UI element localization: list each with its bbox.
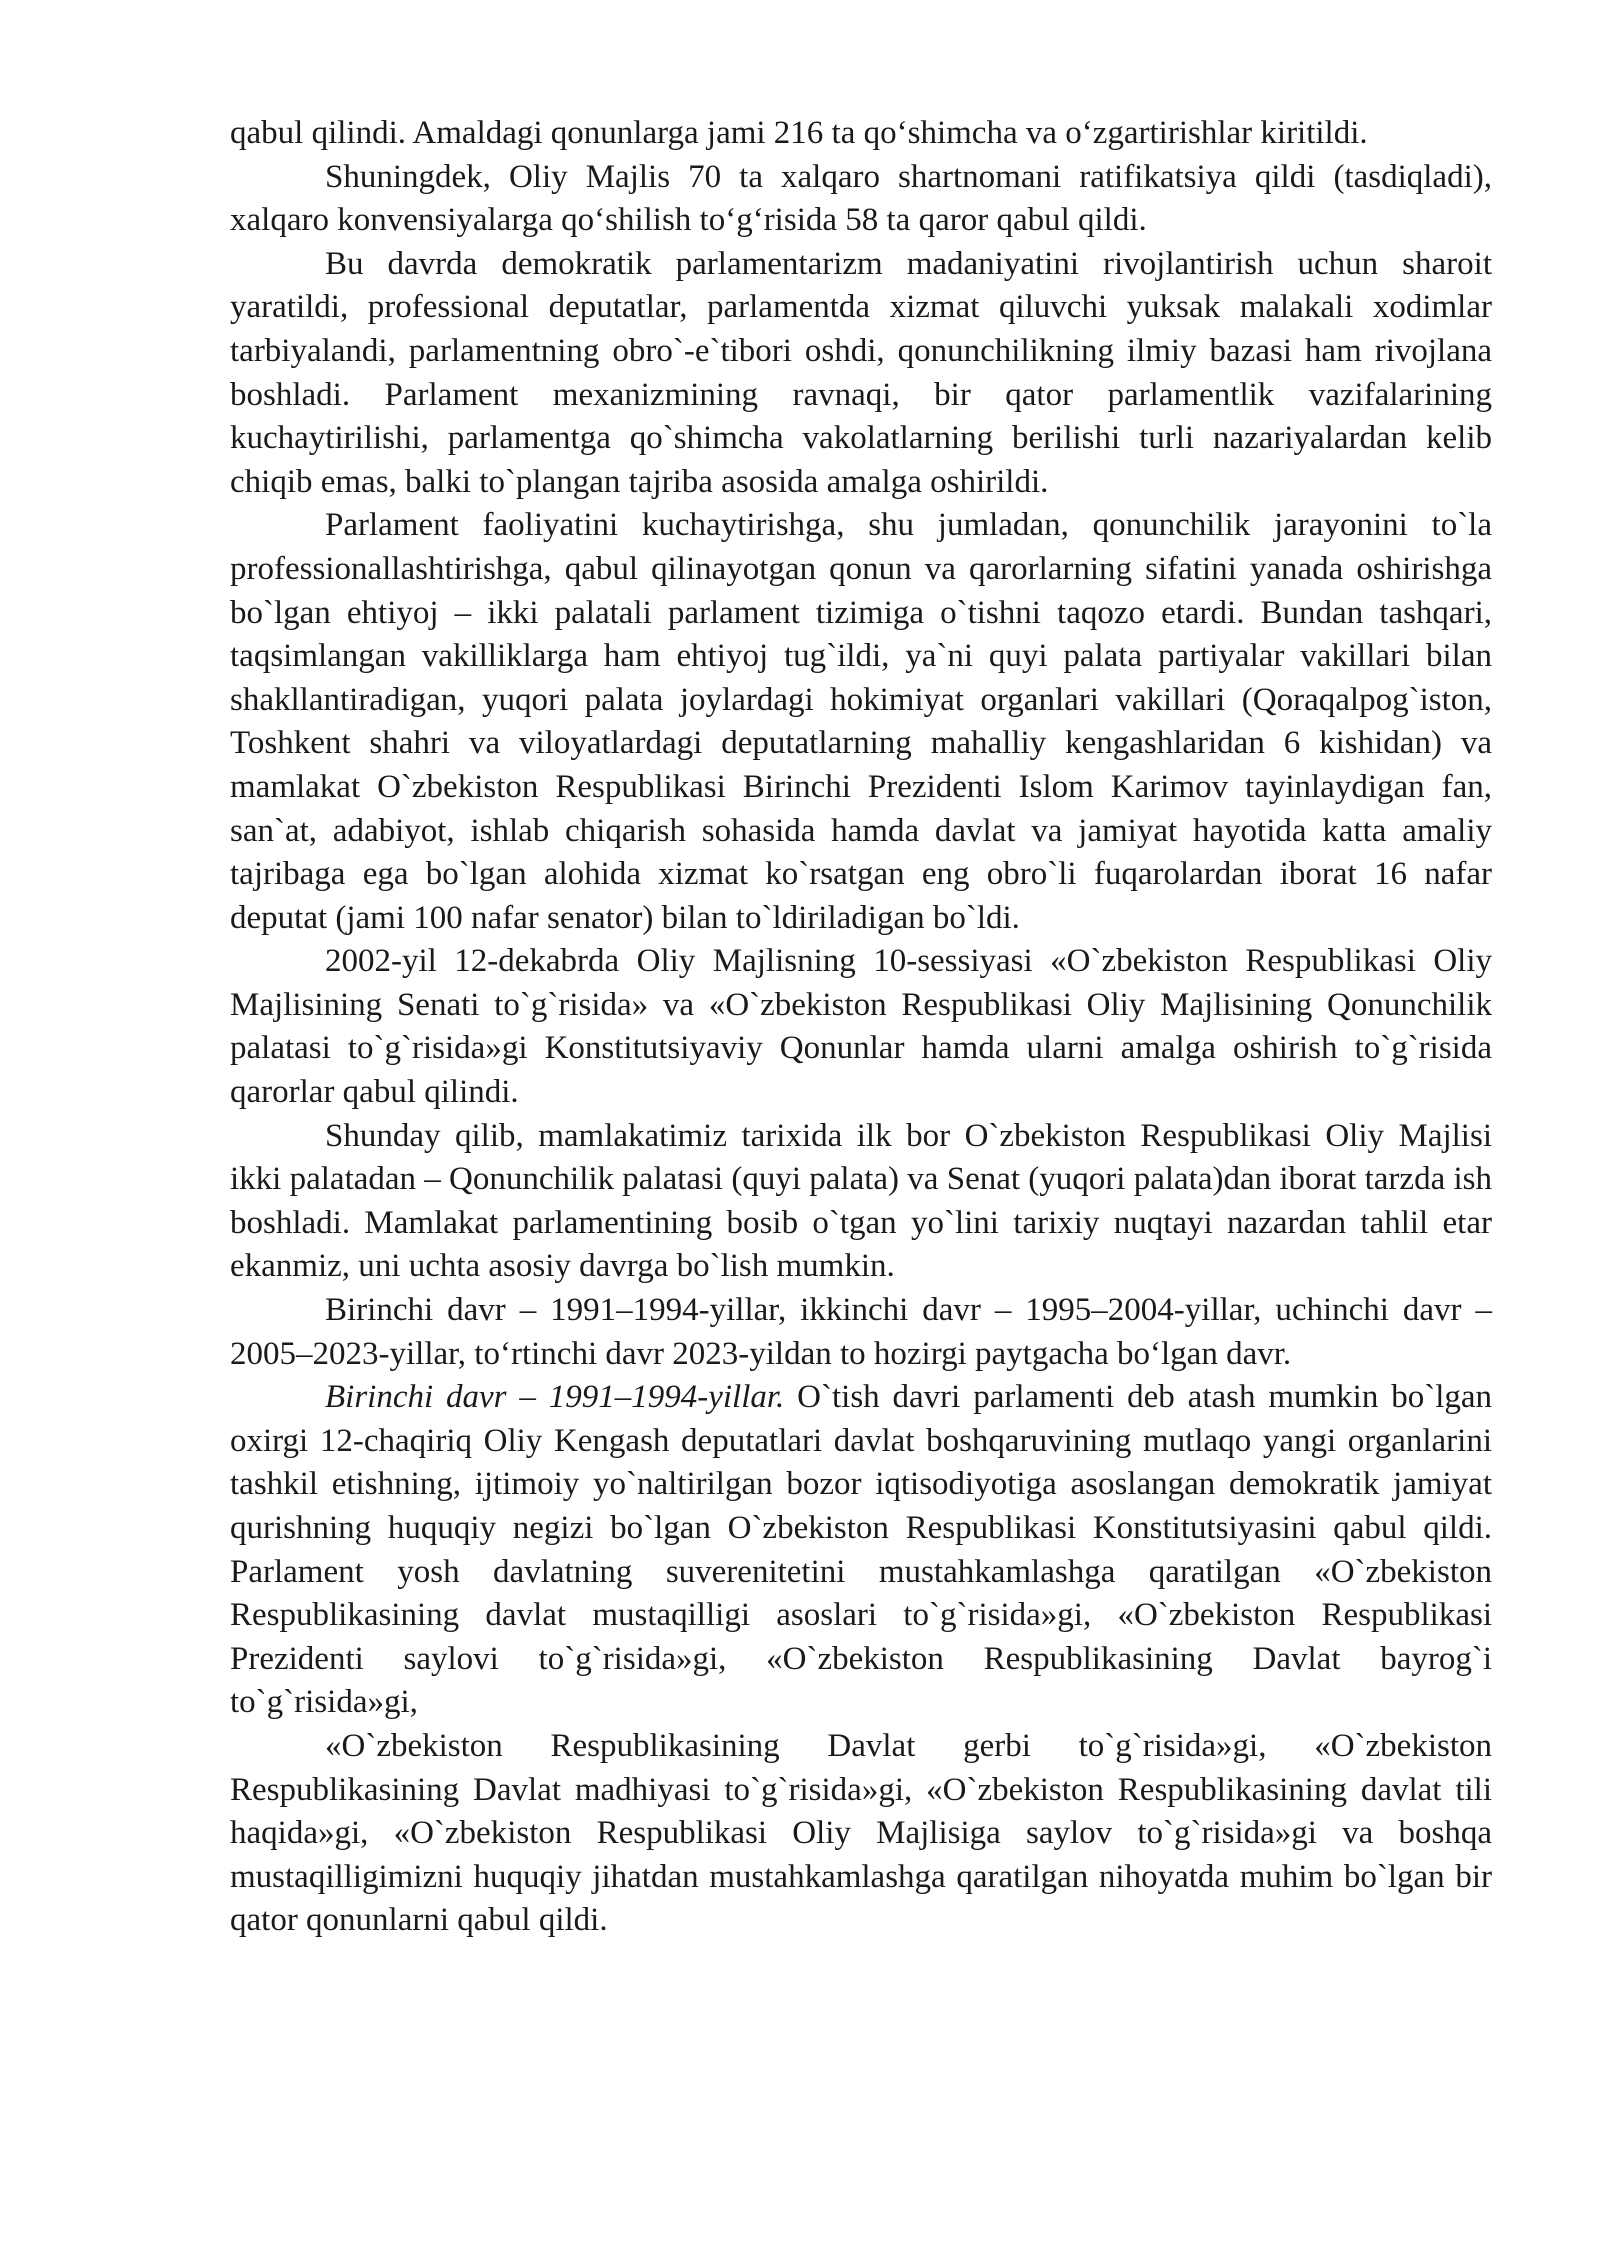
paragraph-6: Shunday qilib, mamlakatimiz tarixida ilk bor O`zbekiston Respublikasi Oliy Majlisi ikki palatadan – Qonunchilik palatasi (quyi palata) va Senat (yuqori palata)dan iborat tarzda ish boshladi. Mamlakat parlamentining bosib o`tgan yo`lini tarixiy nuqtayi nazardan tahlil etar ekanmiz, uni uchta asosiy davrga bo`lish mumkin. xyxy=(230,1117,1492,1285)
paragraph-1: qabul qilindi. Amaldagi qonunlarga jami 216 ta qo‘shimcha va o‘zgartirishlar kiritildi. xyxy=(230,115,1368,151)
paragraph-7: Birinchi davr – 1991–1994-yillar, ikkinchi davr – 1995–2004-yillar, uchinchi davr – 2005–2023-yillar, to‘rtinchi davr 2023-yildan to hozirgi paytgacha bo‘lgan davr. xyxy=(230,1292,1492,1372)
paragraph-5: 2002-yil 12-dekabrda Oliy Majlisning 10-sessiyasi «O`zbekiston Respublikasi Oliy Majlisining Senati to`g`risida» va «O`zbekiston Respublikasi Oliy Majlisining Qonunchilik palatasi to`g`risida»gi Konstitutsiyaviy Qonunlar hamda ularni amalga oshirish to`g`risida qarorlar qabul qilindi. xyxy=(230,943,1492,1111)
paragraph-4: Parlament faoliyatini kuchaytirishga, shu jumladan, qonunchilik jarayonini to`la professionallashtirishga, qabul qilinayotgan qonun va qarorlarning sifatini yanada oshirishga bo`lgan ehtiyoj – ikki palatali parlament tizimiga o`tishni taqozo etardi. Bundan tashqari, taqsimlangan vakilliklarga ham ehtiyoj tug`ildi, ya`ni quyi palata partiyalar vakillari bilan shakllantiradigan, yuqori palata joylardagi hokimiyat organlari vakillari (Qoraqalpog`iston, Toshkent shahri va viloyatlardagi deputatlarning mahalliy kengashlaridan 6 kishidan) va mamlakat O`zbekiston Respublikasi Birinchi Prezidenti Islom Karimov tayinlaydigan fan, san`at, adabiyot, ishlab chiqarish sohasida hamda davlat va jamiyat hayotida katta amaliy tajribaga ega bo`lgan alohida xizmat ko`rsatgan eng obro`li fuqarolardan iborat 16 nafar deputat (jami 100 nafar senator) bilan to`ldiriladigan bo`ldi. xyxy=(230,507,1492,936)
paragraph-8 xyxy=(230,1376,1492,1725)
paragraph-2: Shuningdek, Oliy Majlis 70 ta xalqaro shartnomani ratifikatsiya qildi (tasdiqladi), xalqaro konvensiyalarga qo‘shilish to‘g‘risida 58 ta qaror qabul qildi. xyxy=(230,158,1492,239)
paragraph-9: «O`zbekiston Respublikasining Davlat gerbi to`g`risida»gi, «O`zbekiston Respublikasining Davlat madhiyasi to`g`risida»gi, «O`zbekiston Respublikasining davlat tili haqida»gi, «O`zbekiston Respublikasi Oliy Majlisiga saylov to`g`risida»gi va boshqa mustaqilligimizni huquqiy jihatdan mustahkamlashga qaratilgan nihoyatda muhim bo`lgan bir qator qonunlarni qabul qildi. xyxy=(230,1727,1492,1939)
paragraph-8-italic-lead: Birinchi davr – 1991–1994-yillar. xyxy=(325,1379,785,1416)
paragraph-3: Bu davrda demokratik parlamentarizm madaniyatini rivojlantirish uchun sharoit yaratildi, professional deputatlar, parlamentda xizmat qiluvchi yuksak malakali xodimlar tarbiyalandi, parlamentning obro`-e`tibori oshdi, qonunchilikning ilmiy bazasi ham rivojlana boshladi. Parlament mexanizmining ravnaqi, bir qator parlamentlik vazifalarining kuchaytirilishi, parlamentga qo`shimcha vakolatlarning berilishi turli nazariyalardan kelib chiqib emas, balki to`plangan tajriba asosida amalga oshirildi. xyxy=(230,245,1492,500)
document-page xyxy=(230,112,1492,1943)
paragraph-8-text: O`tish davri parlamenti deb atash mumkin bo`lgan oxirgi 12-chaqiriq Oliy Kengash deputatlari davlat boshqaruvining mutlaqo yangi organlarini tashkil etishning, ijtimoiy yo`naltirilgan bozor iqtisodiyotiga asoslangan demokratik jamiyat qurishning huquqiy negizi bo`lgan O`zbekiston Respublikasi Konstitutsiyasini qabul qildi. Parlament yosh davlatning suverenitetini mustahkamlashga qaratilgan «O`zbekiston Respublikasining davlat mustaqilligi asoslari to`g`risida»gi, «O`zbekiston Respublikasi Prezidenti saylovi to`g`risida»gi, «O`zbekiston Respublikasining Davlat bayrog`i to`g`risida»gi, xyxy=(230,1379,1493,1721)
